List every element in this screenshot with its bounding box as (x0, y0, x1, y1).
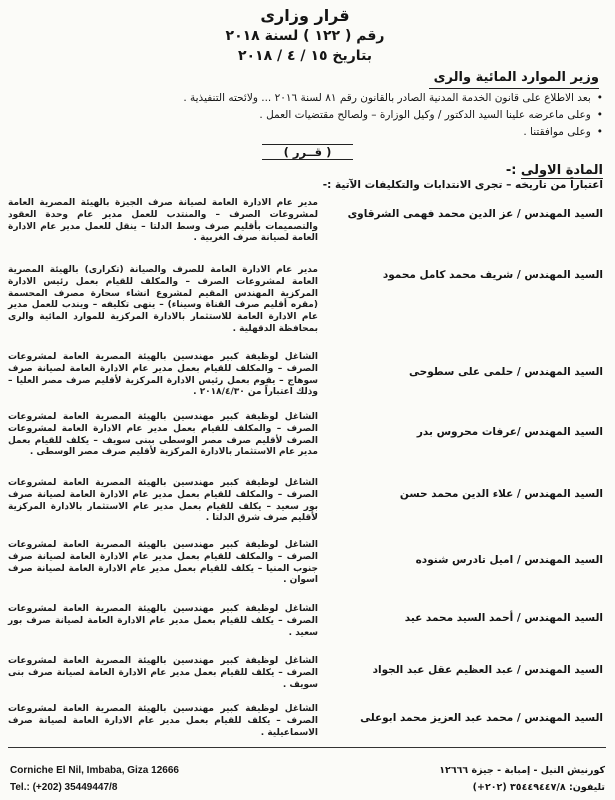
assignment-description: الشاغل لوظيفة كبير مهندسين بالهيئة المصرية العامة لمشروعات الصرف – يكلف للقيام بعمل مدير عام الادارة العامة لصيانة صرف بور سعيد . (8, 604, 318, 638)
engineer-name: السيد المهندس / عبد العظيم عقل عبد الجواد (372, 664, 603, 676)
engineer-name: السيد المهندس / حلمى على سطوحى (409, 366, 603, 378)
minister-underline (429, 88, 599, 89)
footer-address-ar: كورنيش النيل - إمبابة - جيزة ١٢٦٦٦ (439, 765, 605, 776)
assignment-description: الشاغل لوظيفة كبير مهندسين بالهيئة المصرية العامة لمشروعات الصرف – يكلف للقيام بعمل مدير عام الادارة العامة لصيانة صرف الاسماعيلية . (8, 704, 318, 738)
decree-date: بتاريخ ١٥ / ٤ / ٢٠١٨ (237, 48, 373, 64)
engineer-name: السيد المهندس / اميل تادرس شنوده (415, 554, 603, 566)
footer-divider (8, 747, 606, 748)
engineer-name: السيد المهندس / شريف محمد كامل محمود (382, 269, 603, 281)
engineer-name: السيد المهندس / عز الدين محمد فهمى الشرقاوى (347, 208, 603, 220)
decision-heading-text: ( قــرر ) (262, 144, 354, 160)
assignment-description: الشاغل لوظيفة كبير مهندسين بالهيئة المصرية العامة لمشروعات الصرف – والمكلف للقيام بعمل مدير عام الادارة العامة لمشروعات الصرف لأقليم صرف مصر الوسطى ببنى سويف – يكلف للقيام بعمل مدير عام الاستثمار بالادارة المركزية لأقليم صرف مصر الوسطى . (8, 412, 318, 458)
engineer-name: السيد المهندس / علاء الدين محمد حسن (399, 488, 603, 500)
preamble-list (23, 90, 603, 141)
footer-phone-ar: تليفون: ٣٥٤٤٩٤٤٧/٨ (٢٠٢+) (472, 782, 605, 793)
decree-title: قرار وزارى (260, 6, 350, 25)
minister-title: وزير الموارد المائية والرى (433, 70, 599, 85)
engineer-name: السيد المهندس / محمد عبد العزيز محمد ابوعلى (360, 712, 603, 724)
decree-header (170, 6, 440, 66)
engineer-name: السيد المهندس /عرفات محروس بدر (416, 426, 603, 438)
preamble-item: • وعلى موافقتنا . (23, 124, 603, 141)
footer-phone-en: Tel.: (+202) 35449447/8 (10, 782, 118, 793)
assignment-description: مدير عام الادارة العامة للصرف والصيانة (تكرارى) بالهيئة المصرية العامة لمشروعات الصرف – والمكلف للقيام بعمل رئيس الادارة المركزية المهندس المقيم لمشروع انشاء سحارة مصرف المحسمة (مقره أقليم صرف القناة وسيناء) – ينهى تكليفه – ويندب للعمل مدير عام الادارة العامة للاستثمار بالادارة المركزية للموارد المائية والرى بمحافظة الدقهلية . (8, 265, 318, 334)
decree-number: رقم ( ١٢٢ ) لسنة ٢٠١٨ (225, 28, 385, 44)
assignments-intro: اعتباراً من تاريخه – تجرى الانتدابات والتكليفات الآتية :- (322, 179, 603, 191)
assignment-description: الشاغل لوظيفة كبير مهندسين بالهيئة المصرية العامة لمشروعات الصرف – والمكلف للقيام بعمل مدير عام الادارة العامة لصيانة صرف بور سعيد – يكلف للقيام بعمل مدير عام الاستثمار بالادارة المركزية لأقليم صرف شرق الدلتا . (8, 478, 318, 524)
decision-heading (0, 145, 615, 159)
article-one-heading: المادة الاولى :- (505, 163, 603, 178)
assignment-description: مدير عام الادارة العامة لصيانة صرف الجيزة بالهيئة المصرية العامة لمشروعات الصرف – والمنتدب للعمل مدير عام وحدة العقود والتصميمات بأقليم صرف وسط الدلتا – ينقل للعمل مدير عام الادارة العامة لصيانة صرف الغربية . (8, 198, 318, 244)
preamble-item: • بعد الاطلاع على قانون الخدمة المدنية الصادر بالقانون رقم ٨١ لسنة ٢٠١٦ ... ولائحته التنفيذية . (23, 90, 603, 107)
engineer-name: السيد المهندس / أحمد السيد محمد عيد (404, 612, 603, 624)
assignment-description: الشاغل لوظيفة كبير مهندسين بالهيئة المصرية العامة لمشروعات الصرف – والمكلف للقيام بعمل مدير عام الادارة العامة لصيانة صرف سوهاج – يقوم بعمل رئيس الادارة المركزية لأقليم صرف مصر العليا – وذلك اعتباراً من ٢٠١٨/٤/٣٠ . (8, 352, 318, 398)
preamble-item: • وعلى ماعرضه علينا السيد الدكتور / وكيل الوزارة – ولصالح مقتضيات العمل . (23, 107, 603, 124)
assignment-description: الشاغل لوظيفة كبير مهندسين بالهيئة المصرية العامة لمشروعات الصرف – والمكلف للقيام بعمل مدير عام الادارة العامة لصيانة صرف جنوب المنيا – يكلف للقيام بعمل مدير عام الادارة العامة لصيانة صرف اسوان . (8, 540, 318, 586)
footer-address-en: Corniche El Nil, Imbaba, Giza 12666 (10, 765, 179, 776)
assignment-description: الشاغل لوظيفة كبير مهندسين بالهيئة المصرية العامة لمشروعات الصرف – يكلف للقيام بعمل مدير عام الادارة العامة لصيانة صرف بنى سويف . (8, 656, 318, 690)
